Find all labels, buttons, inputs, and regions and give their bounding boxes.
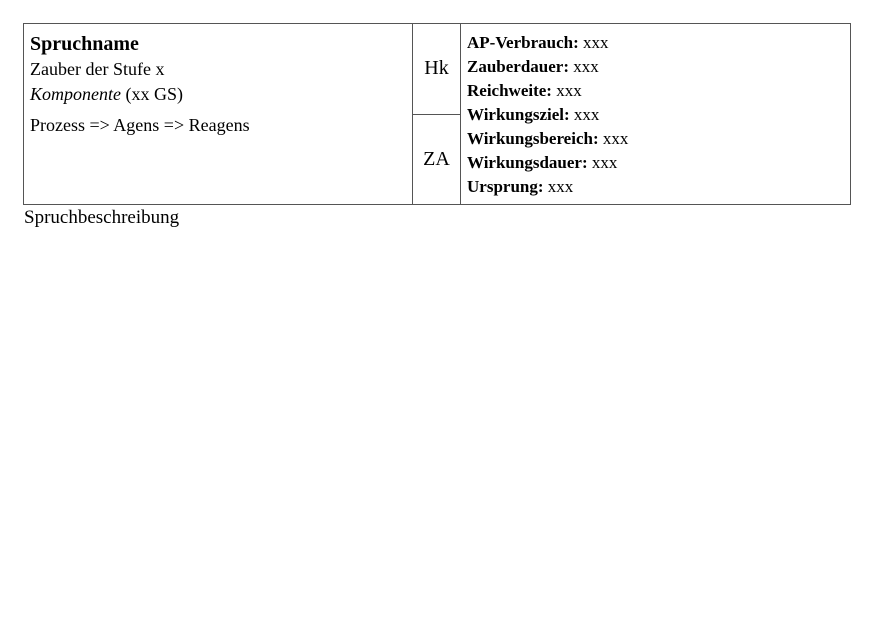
attr-value: xxx — [578, 33, 609, 52]
attr-key: Wirkungsdauer: — [467, 153, 588, 172]
attr-key: Wirkungsziel: — [467, 105, 570, 124]
spell-info-cell — [24, 24, 413, 204]
spell-description: Spruchbeschreibung — [24, 207, 180, 228]
attr-key: Wirkungsbereich: — [467, 129, 599, 148]
attr-key: Ursprung: — [467, 177, 544, 196]
attr-key: Zauberdauer: — [467, 57, 569, 76]
attr-wirkungsbereich — [467, 127, 844, 151]
spell-level: Zauber der Stufe x — [30, 59, 165, 79]
attr-value: xxx — [551, 81, 582, 100]
spell-attributes-cell — [461, 24, 850, 204]
attr-zauberdauer — [467, 55, 844, 79]
attr-value: xxx — [598, 129, 629, 148]
attr-value: xxx — [587, 153, 618, 172]
attr-value: xxx — [543, 177, 574, 196]
attr-ursprung — [467, 175, 844, 199]
spell-name: Spruchname — [30, 33, 139, 55]
attr-key: Reichweite: — [467, 81, 552, 100]
attr-key: AP-Verbrauch: — [467, 33, 579, 52]
spell-component — [30, 82, 406, 107]
spell-table — [23, 23, 851, 205]
attr-value: xxx — [569, 105, 600, 124]
attr-value: xxx — [569, 57, 599, 76]
attr-wirkungsziel — [467, 103, 844, 127]
attr-reichweite — [467, 79, 844, 103]
spell-code-column — [413, 24, 461, 204]
code-cell-hk: Hk — [413, 24, 460, 115]
attr-wirkungsdauer — [467, 151, 844, 175]
code-cell-za: ZA — [423, 147, 450, 170]
component-label: Komponente — [30, 84, 121, 104]
spell-process: Prozess => Agens => Reagens — [30, 115, 250, 135]
attr-ap-verbrauch — [467, 31, 844, 55]
component-cost: (xx GS) — [120, 84, 183, 104]
